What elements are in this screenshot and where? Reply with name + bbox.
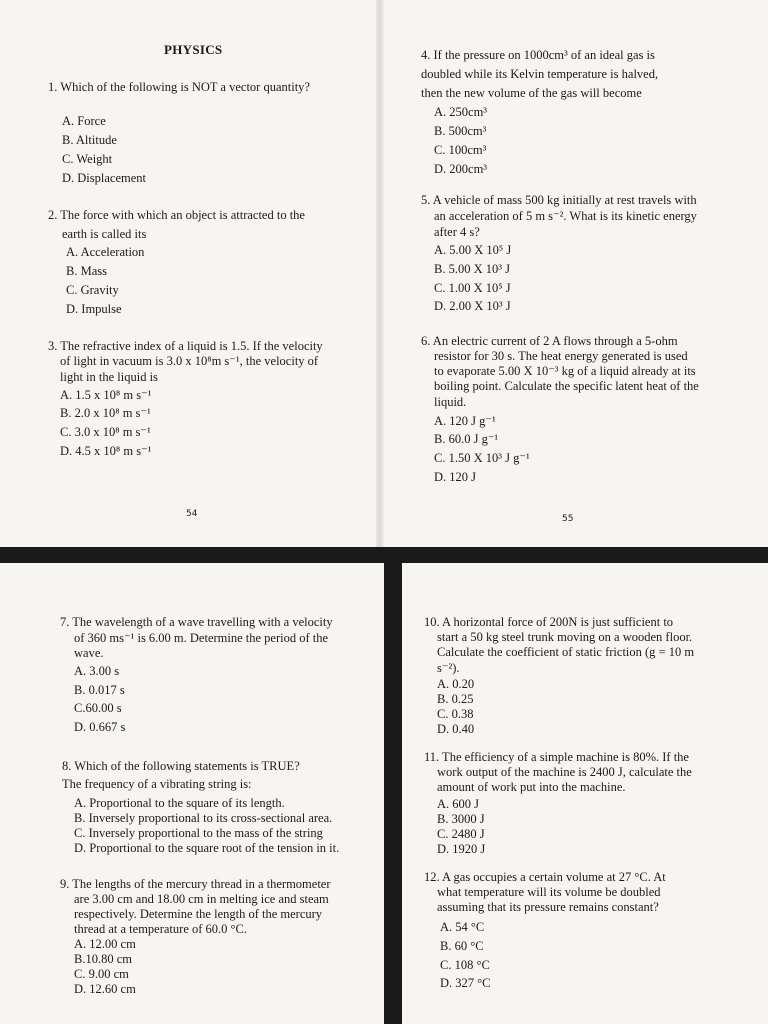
question-3-option-b: B. 2.0 x 10⁸ m s⁻¹ — [60, 406, 151, 420]
question-11-option-a: A. 600 J — [437, 797, 480, 811]
question-7-stem-line2: of 360 ms⁻¹ is 6.00 m. Determine the period of the — [74, 631, 329, 645]
question-9-option-a: A. 12.00 cm — [74, 937, 136, 951]
question-1-option-b: B. Altitude — [62, 133, 117, 147]
question-12-option-c: C. 108 °C — [440, 958, 490, 972]
question-9-option-b: B.10.80 cm — [74, 952, 132, 966]
question-5-stem-line1: 5. A vehicle of mass 500 kg initially at rest travels with — [421, 193, 697, 207]
question-4-option-d: D. 200cm³ — [434, 162, 488, 176]
question-8-stem-line1: 8. Which of the following statements is TRUE? — [62, 759, 300, 773]
question-7-option-c: C.60.00 s — [74, 701, 122, 715]
page-number-54: 54 — [186, 509, 198, 519]
question-2-stem-line1: 2. The force with which an object is attracted to the — [48, 208, 305, 222]
question-10-stem-line2: start a 50 kg steel trunk moving on a wooden floor. — [437, 630, 693, 644]
question-1-stem: 1. Which of the following is NOT a vector quantity? — [48, 80, 310, 94]
question-8-option-b: B. Inversely proportional to its cross-sectional area. — [74, 811, 333, 825]
question-6-option-a: A. 120 J g⁻¹ — [434, 414, 496, 428]
question-3-stem-line1: 3. The refractive index of a liquid is 1.5. If the velocity — [48, 339, 323, 353]
question-3-stem-line2: of light in vacuum is 3.0 x 10⁸m s⁻¹, the velocity of — [60, 354, 319, 368]
question-11-stem-line1: 11. The efficiency of a simple machine is 80%. If the — [424, 750, 689, 764]
question-12-option-b: B. 60 °C — [440, 939, 484, 953]
question-4-stem-line1: 4. If the pressure on 1000cm³ of an ideal gas is — [421, 48, 655, 62]
question-12-stem-line1: 12. A gas occupies a certain volume at 27 °C. At — [424, 870, 666, 884]
question-10-option-c: C. 0.38 — [437, 707, 474, 721]
question-6-stem-line4: boiling point. Calculate the specific latent heat of the — [434, 379, 699, 393]
page-gap-vertical — [384, 560, 402, 1024]
question-8-option-a: A. Proportional to the square of its length. — [74, 796, 285, 810]
question-2-stem-line2: earth is called its — [62, 227, 147, 241]
question-1-option-d: D. Displacement — [62, 171, 147, 185]
question-6-stem-line1: 6. An electric current of 2 A flows through a 5-ohm — [421, 334, 678, 348]
question-11-stem-line3: amount of work put into the machine. — [437, 780, 626, 794]
question-5-stem-line3: after 4 s? — [434, 225, 480, 239]
question-9-stem-line3: respectively. Determine the length of the mercury — [74, 907, 323, 921]
question-10-option-b: B. 0.25 — [437, 692, 474, 706]
question-9-stem-line4: thread at a temperature of 60.0 °C. — [74, 922, 247, 936]
question-9-option-c: C. 9.00 cm — [74, 967, 129, 981]
question-4-option-a: A. 250cm³ — [434, 105, 488, 119]
question-10-stem-line1: 10. A horizontal force of 200N is just sufficient to — [424, 615, 674, 629]
question-6-stem-line2: resistor for 30 s. The heat energy generated is used — [434, 349, 688, 363]
question-3-option-d: D. 4.5 x 10⁸ m s⁻¹ — [60, 444, 152, 458]
question-3-option-c: C. 3.0 x 10⁸ m s⁻¹ — [60, 425, 151, 439]
question-6-option-c: C. 1.50 X 10³ J g⁻¹ — [434, 451, 530, 465]
question-11-option-d: D. 1920 J — [437, 842, 486, 856]
question-2-option-d: D. Impulse — [66, 302, 122, 316]
question-7-stem-line3: wave. — [74, 646, 104, 660]
question-6-option-d: D. 120 J — [434, 470, 477, 484]
question-7-option-d: D. 0.667 s — [74, 720, 126, 734]
question-3-option-a: A. 1.5 x 10⁸ m s⁻¹ — [60, 388, 152, 402]
question-6-option-b: B. 60.0 J g⁻¹ — [434, 432, 499, 446]
question-10-stem-line4: s⁻²). — [437, 661, 460, 675]
book-spine — [376, 0, 384, 548]
question-9-option-d: D. 12.60 cm — [74, 982, 136, 996]
question-9-stem-line1: 9. The lengths of the mercury thread in a thermometer — [60, 877, 331, 891]
question-4-option-b: B. 500cm³ — [434, 124, 487, 138]
question-1-option-c: C. Weight — [62, 152, 113, 166]
question-12-stem-line2: what temperature will its volume be doubled — [437, 885, 661, 899]
question-1-option-a: A. Force — [62, 114, 106, 128]
question-12-option-d: D. 327 °C — [440, 976, 491, 990]
question-7-stem-line1: 7. The wavelength of a wave travelling with a velocity — [60, 615, 333, 629]
question-10-stem-line3: Calculate the coefficient of static friction (g = 10 m — [437, 645, 695, 659]
question-8-option-d: D. Proportional to the square root of the tension in it. — [74, 841, 340, 855]
question-2-option-b: B. Mass — [66, 264, 107, 278]
question-4-stem-line2: doubled while its Kelvin temperature is halved, — [421, 67, 659, 81]
question-9-stem-line2: are 3.00 cm and 18.00 cm in melting ice and steam — [74, 892, 329, 906]
question-7-option-b: B. 0.017 s — [74, 683, 125, 697]
question-5-option-b: B. 5.00 X 10³ J — [434, 262, 510, 276]
question-4-option-c: C. 100cm³ — [434, 143, 487, 157]
page-title: PHYSICS — [164, 42, 223, 57]
question-11-option-c: C. 2480 J — [437, 827, 485, 841]
question-8-stem-line2: The frequency of a vibrating string is: — [62, 777, 252, 791]
question-8-option-c: C. Inversely proportional to the mass of the string — [74, 826, 323, 840]
question-5-stem-line2: an acceleration of 5 m s⁻². What is its kinetic energy — [434, 209, 697, 223]
question-2-option-c: C. Gravity — [66, 283, 119, 297]
question-11-stem-line2: work output of the machine is 2400 J, calculate the — [437, 765, 692, 779]
question-6-stem-line3: to evaporate 5.00 X 10⁻³ kg of a liquid already at its — [434, 364, 696, 378]
question-12-option-a: A. 54 °C — [440, 920, 485, 934]
question-11-option-b: B. 3000 J — [437, 812, 485, 826]
question-2-option-a: A. Acceleration — [66, 245, 145, 259]
question-10-option-d: D. 0.40 — [437, 722, 475, 736]
page-number-55: 55 — [562, 514, 574, 524]
question-6-stem-line5: liquid. — [434, 395, 467, 409]
question-5-option-d: D. 2.00 X 10³ J — [434, 299, 511, 313]
question-3-stem-line3: light in the liquid is — [60, 370, 158, 384]
question-5-option-c: C. 1.00 X 10⁵ J — [434, 281, 511, 295]
question-10-option-a: A. 0.20 — [437, 677, 475, 691]
question-5-option-a: A. 5.00 X 10⁵ J — [434, 243, 512, 257]
question-7-option-a: A. 3.00 s — [74, 664, 120, 678]
question-4-stem-line3: then the new volume of the gas will become — [421, 86, 642, 100]
question-12-stem-line3: assuming that its pressure remains constant? — [437, 900, 659, 914]
